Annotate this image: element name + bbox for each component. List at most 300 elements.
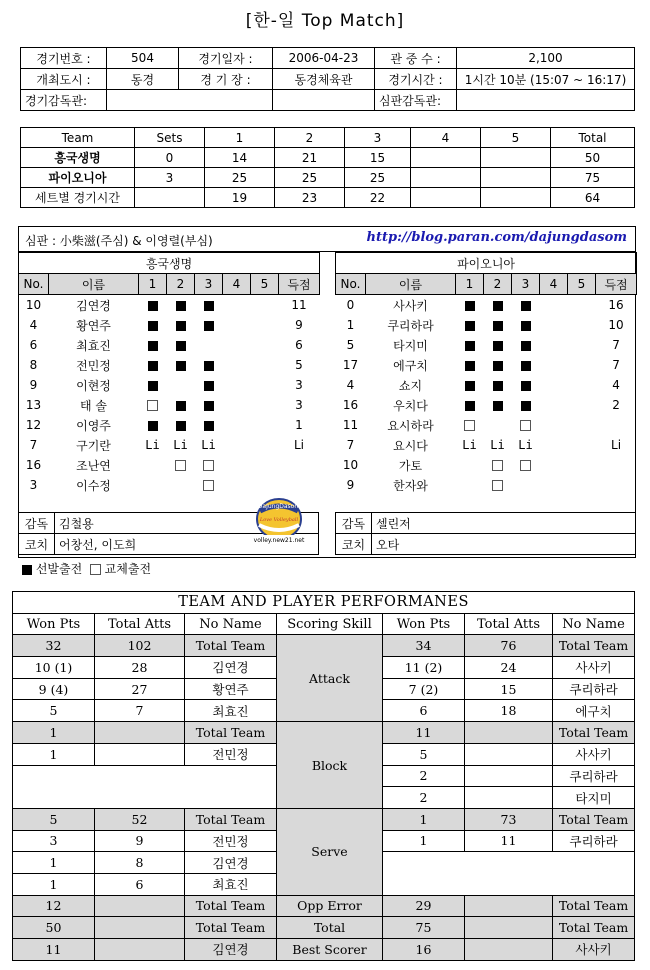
set-cell xyxy=(223,355,251,375)
player-number: 11 xyxy=(342,418,359,432)
libero-mark: Li xyxy=(201,438,216,452)
score-cell xyxy=(411,148,481,168)
sub-square-icon xyxy=(90,564,101,575)
skill-label: Total xyxy=(277,917,383,939)
perf-cell: 전민정 xyxy=(185,743,277,765)
sub-square-icon xyxy=(203,460,214,471)
set-cell xyxy=(167,295,195,316)
set-cell xyxy=(540,415,568,435)
starter-square-icon xyxy=(521,401,531,411)
perf-row xyxy=(13,613,635,635)
sub-square-icon xyxy=(520,460,531,471)
lineup-header-cell: 4 xyxy=(540,274,568,295)
starter-square-icon xyxy=(465,361,475,371)
score-cell xyxy=(481,168,551,188)
set-cell xyxy=(251,435,279,455)
set-cell xyxy=(167,355,195,375)
player-row xyxy=(19,475,320,495)
perf-cell: 김연경 xyxy=(185,657,277,679)
perf-header-cell: No Name xyxy=(185,613,277,635)
set-cell xyxy=(512,335,540,355)
player-points: 7 xyxy=(612,358,620,372)
starter-square-icon xyxy=(493,381,503,391)
perf-cell xyxy=(465,917,553,939)
starter-square-icon xyxy=(465,381,475,391)
starter-square-icon xyxy=(204,381,214,391)
sub-square-icon xyxy=(492,480,503,491)
player-name: 쿠리하라 xyxy=(387,318,434,333)
perf-cell: Total Team xyxy=(185,917,277,939)
player-number: 9 xyxy=(346,478,355,492)
player-name: 조난연 xyxy=(76,458,111,473)
set-cell xyxy=(167,435,195,455)
perf-cell: 최효진 xyxy=(185,873,277,895)
set-cell xyxy=(540,395,568,415)
set-cell xyxy=(139,475,167,495)
starter-square-icon xyxy=(22,565,32,575)
starter-square-icon xyxy=(148,321,158,331)
set-cell xyxy=(195,355,223,375)
set-cell xyxy=(251,455,279,475)
perf-cell: 34 xyxy=(383,635,465,657)
date-value: 2006-04-23 xyxy=(273,48,375,69)
player-name: 우치다 xyxy=(393,398,428,413)
player-row xyxy=(336,435,637,455)
perf-cell: 황연주 xyxy=(185,678,277,700)
score-team-cell: 세트별 경기시간 xyxy=(21,188,135,208)
away-lineup-table xyxy=(335,252,637,495)
perf-cell: 전민정 xyxy=(185,830,277,852)
set-cell xyxy=(456,295,484,316)
player-row xyxy=(336,295,637,316)
player-name: 쇼지 xyxy=(398,378,423,393)
set-cell xyxy=(512,315,540,335)
score-cell xyxy=(135,188,205,208)
perf-header-cell: Won Pts xyxy=(13,613,95,635)
perf-cell: 9 xyxy=(95,830,185,852)
perf-header-cell: Won Pts xyxy=(383,613,465,635)
starter-square-icon xyxy=(176,401,186,411)
player-row xyxy=(19,455,320,475)
player-row xyxy=(336,315,637,335)
set-cell xyxy=(484,475,512,495)
player-points xyxy=(596,415,637,435)
perf-cell xyxy=(465,939,553,961)
player-row xyxy=(19,295,320,316)
lineup-header-cell: 5 xyxy=(568,274,596,295)
perf-header-cell: Scoring Skill xyxy=(277,613,383,635)
supervisor-gap xyxy=(273,90,375,111)
set-cell xyxy=(195,475,223,495)
lineup-header-row xyxy=(19,274,320,295)
set-cell xyxy=(139,455,167,475)
perf-cell: 11 xyxy=(465,830,553,852)
player-number: 12 xyxy=(25,418,42,432)
starter-square-icon xyxy=(465,321,475,331)
lineup-header-cell: 5 xyxy=(251,274,279,295)
score-cell: 25 xyxy=(205,168,275,188)
starter-square-icon xyxy=(204,301,214,311)
performance-table xyxy=(12,591,635,961)
referee-supervisor-value xyxy=(457,90,635,111)
perf-cell: 최효진 xyxy=(185,700,277,722)
set-cell xyxy=(512,395,540,415)
player-points: 3 xyxy=(295,398,303,412)
perf-empty xyxy=(383,852,635,895)
set-cell xyxy=(484,415,512,435)
perf-cell: 29 xyxy=(383,895,465,917)
perf-cell: 24 xyxy=(465,657,553,679)
set-cell xyxy=(456,475,484,495)
supervisor-label: 경기감독관: xyxy=(21,90,107,111)
starter-square-icon xyxy=(148,301,158,311)
audience-value: 2,100 xyxy=(457,48,635,69)
perf-cell: 18 xyxy=(465,700,553,722)
score-cell xyxy=(411,188,481,208)
player-number: 7 xyxy=(346,438,355,452)
player-name: 이영주 xyxy=(76,418,111,433)
perf-cell: Total Team xyxy=(553,635,635,657)
perf-cell: Total Team xyxy=(553,722,635,744)
blog-link[interactable]: http://blog.paran.com/dajungdasom xyxy=(366,230,627,245)
team-name-row xyxy=(19,253,320,274)
player-points: 9 xyxy=(295,318,303,332)
perf-header-cell: Total Atts xyxy=(465,613,553,635)
set-cell xyxy=(167,455,195,475)
set-cell xyxy=(195,415,223,435)
home-assistant-label: 코치 xyxy=(19,534,55,555)
perf-cell: Total Team xyxy=(185,722,277,744)
perf-header-cell: No Name xyxy=(553,613,635,635)
score-cell xyxy=(481,188,551,208)
starter-square-icon xyxy=(148,341,158,351)
sub-square-icon xyxy=(464,420,475,431)
set-cell xyxy=(512,475,540,495)
starter-square-icon xyxy=(176,301,186,311)
set-cell xyxy=(139,355,167,375)
set-cell xyxy=(568,455,596,475)
perf-row xyxy=(13,917,635,939)
perf-cell xyxy=(465,743,553,765)
perf-cell: 1 xyxy=(13,852,95,874)
lineup-header-row xyxy=(336,274,637,295)
starter-square-icon xyxy=(493,301,503,311)
set-cell xyxy=(223,475,251,495)
perf-cell: 1 xyxy=(13,873,95,895)
player-number: 4 xyxy=(29,318,38,332)
set-cell xyxy=(167,395,195,415)
home-assistant: 어창선, 이도희 xyxy=(55,534,319,555)
set-cell xyxy=(195,315,223,335)
lineup-header-cell: No. xyxy=(336,274,366,295)
player-points: 4 xyxy=(612,378,620,392)
perf-cell xyxy=(95,722,185,744)
score-header-cell: Total xyxy=(551,128,635,148)
player-row xyxy=(19,395,320,415)
player-name: 가토 xyxy=(398,458,423,473)
player-points xyxy=(596,475,637,495)
player-number: 16 xyxy=(342,398,359,412)
set-cell xyxy=(456,335,484,355)
set-cell xyxy=(139,415,167,435)
player-row xyxy=(19,335,320,355)
city-value: 동경 xyxy=(107,69,179,90)
set-cell xyxy=(568,315,596,335)
starter-square-icon xyxy=(176,361,186,371)
player-row xyxy=(19,375,320,395)
lineup-header-cell: No. xyxy=(19,274,49,295)
player-points: 2 xyxy=(612,398,620,412)
set-cell xyxy=(512,415,540,435)
sub-square-icon xyxy=(175,460,186,471)
set-cell xyxy=(540,375,568,395)
player-number: 10 xyxy=(25,298,42,312)
starter-square-icon xyxy=(521,321,531,331)
lineup-box xyxy=(18,226,636,558)
set-cell xyxy=(512,455,540,475)
score-header-cell: Sets xyxy=(135,128,205,148)
home-lineup-table xyxy=(18,252,320,495)
score-team-cell: 흥국생명 xyxy=(21,148,135,168)
player-name: 요시하라 xyxy=(387,418,434,433)
score-header-cell: 3 xyxy=(345,128,411,148)
player-number: 0 xyxy=(346,298,355,312)
player-row xyxy=(336,355,637,375)
player-name: 이수정 xyxy=(76,478,111,493)
score-cell: 3 xyxy=(135,168,205,188)
set-cell xyxy=(540,435,568,455)
starter-square-icon xyxy=(176,341,186,351)
set-cell xyxy=(167,335,195,355)
venue-value: 동경체육관 xyxy=(273,69,375,90)
player-points xyxy=(279,475,320,495)
date-label: 경기일자 : xyxy=(179,48,273,69)
perf-cell: 쿠리하라 xyxy=(553,830,635,852)
set-cell xyxy=(456,455,484,475)
perf-cell: Total Team xyxy=(185,808,277,830)
perf-cell: 75 xyxy=(383,917,465,939)
referee-supervisor-label: 심판감독관: xyxy=(375,90,457,111)
set-cell xyxy=(568,475,596,495)
player-number: 13 xyxy=(25,398,42,412)
set-cell xyxy=(139,395,167,415)
player-row xyxy=(19,315,320,335)
perf-cell: 에구치 xyxy=(553,700,635,722)
score-cell xyxy=(481,148,551,168)
time-label: 경기시간 : xyxy=(375,69,457,90)
set-cell xyxy=(223,315,251,335)
set-cell xyxy=(568,355,596,375)
perf-cell: 52 xyxy=(95,808,185,830)
set-cell xyxy=(195,375,223,395)
perf-title: TEAM AND PLAYER PERFORMANES xyxy=(13,592,635,614)
score-team-cell: 파이오니아 xyxy=(21,168,135,188)
starter-square-icon xyxy=(521,361,531,371)
set-cell xyxy=(456,395,484,415)
set-cell xyxy=(568,375,596,395)
set-cell xyxy=(223,395,251,415)
set-cell xyxy=(484,295,512,316)
perf-row xyxy=(13,895,635,917)
player-number: 17 xyxy=(342,358,359,372)
logo-mid-text: Love Volleyball xyxy=(259,517,299,523)
skill-label: Best Scorer xyxy=(277,939,383,961)
perf-cell: 2 xyxy=(383,787,465,809)
score-cell: 25 xyxy=(345,168,411,188)
player-name: 최효진 xyxy=(76,338,111,353)
game-no-label: 경기번호 : xyxy=(21,48,107,69)
starter-square-icon xyxy=(465,341,475,351)
player-name: 전민정 xyxy=(76,358,111,373)
dajungdasom-logo xyxy=(252,497,306,545)
set-cell xyxy=(251,335,279,355)
score-cell: 15 xyxy=(345,148,411,168)
starter-square-icon xyxy=(493,361,503,371)
away-coach-label: 감독 xyxy=(336,513,372,534)
lineup-header-cell: 1 xyxy=(139,274,167,295)
home-coach-label: 감독 xyxy=(19,513,55,534)
lineup-header-cell: 이름 xyxy=(49,274,139,295)
set-cell xyxy=(251,375,279,395)
set-cell xyxy=(568,415,596,435)
libero-mark: Li xyxy=(145,438,160,452)
lineup-header-cell: 득점 xyxy=(279,274,320,295)
set-cell xyxy=(484,315,512,335)
set-cell xyxy=(568,395,596,415)
sub-square-icon xyxy=(147,400,158,411)
set-cell xyxy=(484,375,512,395)
player-name: 태 솔 xyxy=(80,398,107,413)
supervisor-value xyxy=(107,90,273,111)
player-row xyxy=(19,415,320,435)
score-cell: 25 xyxy=(275,168,345,188)
perf-header-cell: Total Atts xyxy=(95,613,185,635)
perf-cell: 쿠리하라 xyxy=(553,678,635,700)
set-cell xyxy=(512,355,540,375)
player-row xyxy=(336,455,637,475)
perf-cell: Total Team xyxy=(185,635,277,657)
libero-mark: Li xyxy=(462,438,477,452)
perf-cell: 76 xyxy=(465,635,553,657)
set-cell xyxy=(540,335,568,355)
player-points: 5 xyxy=(295,358,303,372)
score-cell: 64 xyxy=(551,188,635,208)
perf-cell xyxy=(95,743,185,765)
set-cell xyxy=(456,435,484,455)
player-row xyxy=(336,335,637,355)
player-number: 10 xyxy=(342,458,359,472)
perf-row xyxy=(13,592,635,614)
set-cell xyxy=(195,395,223,415)
score-cell: 0 xyxy=(135,148,205,168)
logo-top-text: DaJungDasom xyxy=(257,503,301,510)
perf-cell: 사사키 xyxy=(553,939,635,961)
starter-square-icon xyxy=(204,421,214,431)
set-cell xyxy=(456,415,484,435)
score-cell: 19 xyxy=(205,188,275,208)
set-cell xyxy=(484,355,512,375)
player-name: 사사키 xyxy=(393,298,428,313)
set-cell xyxy=(195,295,223,316)
game-no: 504 xyxy=(107,48,179,69)
set-cell xyxy=(223,375,251,395)
away-coach: 셀린저 xyxy=(372,513,636,534)
perf-cell: 1 xyxy=(383,808,465,830)
audience-label: 관 중 수 : xyxy=(375,48,457,69)
score-header-cell: 2 xyxy=(275,128,345,148)
starter-square-icon xyxy=(148,421,158,431)
perf-cell xyxy=(465,787,553,809)
legend-starter: 선발출전 xyxy=(35,562,83,576)
set-cell xyxy=(195,435,223,455)
player-number: 9 xyxy=(29,378,38,392)
score-cell: 22 xyxy=(345,188,411,208)
set-cell xyxy=(540,455,568,475)
set-cell xyxy=(139,315,167,335)
perf-cell: 5 xyxy=(13,808,95,830)
perf-cell: 사사키 xyxy=(553,657,635,679)
player-points: 16 xyxy=(608,298,624,312)
perf-cell: 7 xyxy=(95,700,185,722)
skill-label: Attack xyxy=(277,635,383,722)
sub-square-icon xyxy=(492,460,503,471)
perf-cell: 15 xyxy=(465,678,553,700)
starter-square-icon xyxy=(204,321,214,331)
player-number: 1 xyxy=(346,318,355,332)
perf-cell: 73 xyxy=(465,808,553,830)
set-cell xyxy=(139,295,167,316)
starter-square-icon xyxy=(493,341,503,351)
perf-cell: 28 xyxy=(95,657,185,679)
logo-bottom-text: volley.new21.net xyxy=(253,537,305,544)
perf-cell: 김연경 xyxy=(185,939,277,961)
city-label: 개최도시 : xyxy=(21,69,107,90)
player-row xyxy=(336,475,637,495)
perf-cell: Total Team xyxy=(553,808,635,830)
player-name: 요시다 xyxy=(393,438,428,453)
starter-square-icon xyxy=(521,301,531,311)
player-points: 3 xyxy=(295,378,303,392)
starter-square-icon xyxy=(521,381,531,391)
match-info-table xyxy=(20,47,635,111)
venue-label: 경 기 장 : xyxy=(179,69,273,90)
player-row xyxy=(336,415,637,435)
player-points: 7 xyxy=(612,338,620,352)
set-cell xyxy=(251,295,279,316)
set-cell xyxy=(223,295,251,316)
perf-cell xyxy=(95,895,185,917)
perf-cell: 7 (2) xyxy=(383,678,465,700)
skill-label: Block xyxy=(277,722,383,809)
starter-square-icon xyxy=(204,361,214,371)
score-header-cell: 4 xyxy=(411,128,481,148)
lineup-header-cell: 4 xyxy=(223,274,251,295)
score-table xyxy=(20,127,635,208)
player-number: 16 xyxy=(25,458,42,472)
set-cell xyxy=(484,335,512,355)
sub-square-icon xyxy=(203,480,214,491)
perf-cell: 김연경 xyxy=(185,852,277,874)
set-cell xyxy=(195,335,223,355)
perf-cell: 6 xyxy=(383,700,465,722)
player-number: 7 xyxy=(29,438,38,452)
set-cell xyxy=(167,415,195,435)
set-cell xyxy=(139,435,167,455)
starter-square-icon xyxy=(148,381,158,391)
lineup-header xyxy=(19,227,635,252)
set-cell xyxy=(540,475,568,495)
starter-square-icon xyxy=(465,401,475,411)
